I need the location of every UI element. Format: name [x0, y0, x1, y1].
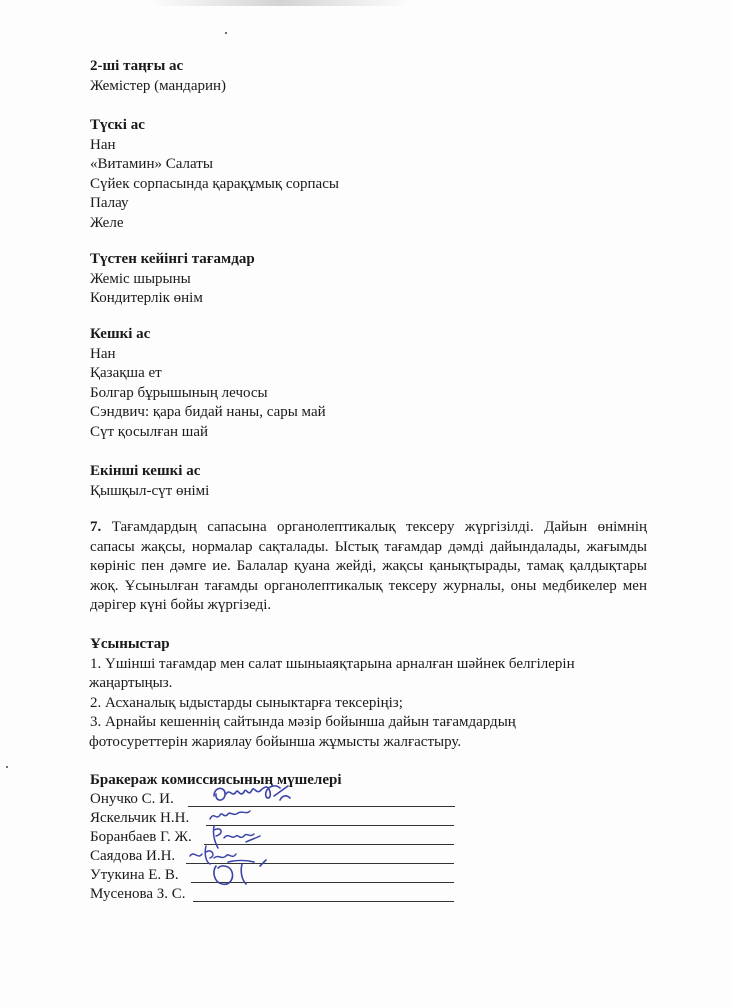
paragraph-text: Тағамдардың сапасына органолептикалық тексеру жүргізілді. Дайын өнімнің сапасы жақсы, нормалар сақталады. Ыстық тағамдар дәмді дайындалады, жағымды көрініс пен дәмге ие. Балалар қуана жейді, жақсы қанықтырады, тамақ қалдықтары жоқ. Ұсынылған тағамды органолептикалық тексеру журналы, оны медбикелер мен дәрігер күні бойы жүргізеді.	[90, 519, 648, 613]
section-dinner	[90, 325, 650, 442]
commission-heading: Бракераж комиссиясының мүшелері	[90, 772, 342, 788]
section-heading: 2-ші таңғы ас	[90, 58, 184, 74]
member-row	[90, 809, 189, 828]
section-heading: Екінші кешкі ас	[90, 463, 201, 479]
member-name: Яскельчик Н.Н.	[90, 810, 190, 826]
member-name: Саядова И.Н.	[90, 848, 176, 864]
member-row	[90, 790, 174, 809]
menu-item: Жеміс шырыны	[90, 270, 191, 287]
member-name: Утукина Е. В.	[90, 867, 179, 883]
menu-item: Желе	[90, 214, 124, 231]
menu-item: Жемістер (мандарин)	[90, 77, 227, 94]
signature-onuchko	[210, 778, 300, 808]
menu-item: Қазақша ет	[90, 365, 162, 381]
member-row	[90, 885, 186, 904]
section-heading: Түстен кейінгі тағамдар	[90, 251, 255, 267]
recommendation-item: 2. Асханалық ыдыстарды сыныктарға тексеріңіз;	[90, 694, 403, 711]
section-afternoon	[90, 250, 650, 309]
member-name: Онучко С. И.	[90, 791, 174, 807]
member-name: Мусенова З. С.	[90, 886, 186, 902]
section-second-dinner	[90, 462, 650, 501]
menu-item: Сүт қосылған шай	[90, 423, 209, 440]
menu-item: Нан	[90, 136, 116, 153]
menu-item: Палау	[90, 195, 129, 211]
scan-speck	[225, 32, 227, 34]
menu-item: Сүйек сорпасында қарақұмық сорпасы	[90, 175, 339, 192]
menu-item: Нан	[90, 345, 116, 362]
member-name: Боранбаев Г. Ж.	[90, 829, 192, 845]
recommendation-item: 3. Арнайы кешеннің сайтында мәзір бойынша дайын тағамдардың	[90, 714, 516, 730]
menu-item: Сэндвич: қара бидай наны, сары май	[90, 404, 326, 420]
inspection-paragraph	[90, 518, 647, 616]
section-lunch	[90, 116, 650, 233]
section-second-breakfast	[90, 57, 650, 96]
member-row	[90, 866, 179, 885]
recommendations-heading: Ұсыныстар	[90, 636, 170, 652]
menu-item: Қышқыл-сүт өнімі	[90, 482, 210, 499]
recommendation-item	[90, 655, 650, 675]
paragraph-number: 7.	[90, 519, 102, 535]
menu-item: Болгар бұрышының лечосы	[90, 384, 268, 401]
signature-line	[193, 901, 454, 902]
section-heading: Түскі ас	[90, 117, 145, 133]
recommendation-continuation: фотосуреттерін жариялау бойынша жұмысты жалғастыру.	[89, 733, 462, 750]
recommendations	[90, 635, 650, 752]
recommendation-continuation: жаңартыңыз.	[89, 675, 173, 691]
signature-utukina	[206, 856, 276, 890]
menu-item: Кондитерлік өнім	[90, 290, 203, 306]
member-row	[90, 847, 175, 866]
member-row	[90, 828, 192, 847]
menu-item: «Витамин» Салаты	[90, 156, 213, 172]
scan-artifact	[150, 0, 410, 6]
recommendation-text: 1. Үшінші тағамдар мен салат шыныаяқтарына арналған шәйнек белгілерін	[90, 655, 575, 672]
section-heading: Кешкі ас	[90, 326, 151, 342]
scan-speck	[6, 766, 8, 768]
